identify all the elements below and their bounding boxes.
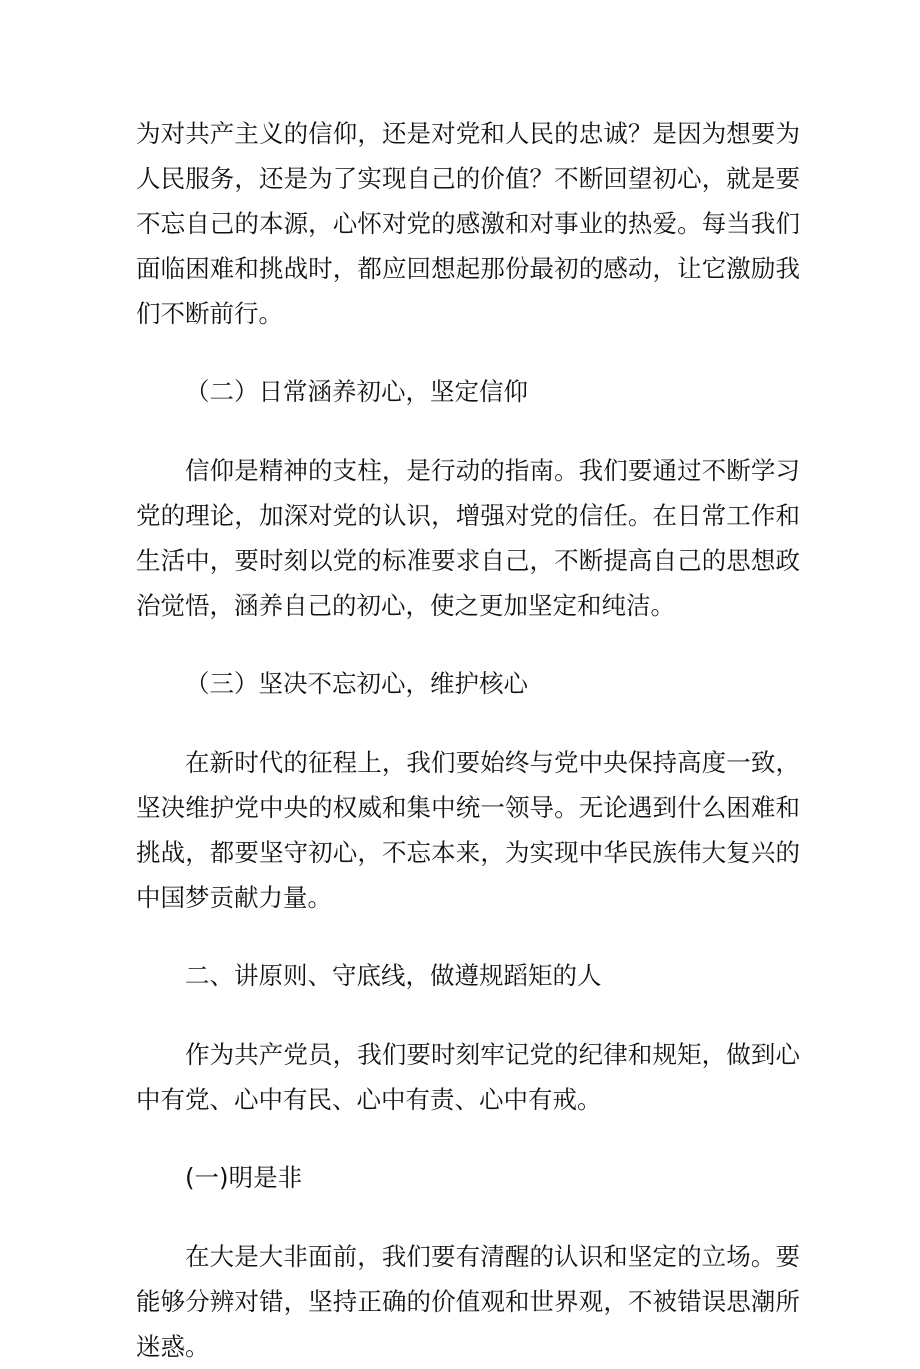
subsection-heading-1: (一)明是非 bbox=[185, 1163, 303, 1192]
chapter-heading-2: 二、讲原则、守底线，做遵规蹈矩的人 bbox=[185, 961, 602, 990]
paragraph-continued-intro: 为对共产主义的信仰，还是对党和人民的忠诚？是因为想要为人民服务，还是为了实现自己的价值？不断回望初心，就是要不忘自己的本源，心怀对党的感激和对事业的热爱。每当我们面临困难和挑战时，都应回想起那份最初的感动，让它激励我们不断前行。 bbox=[136, 119, 800, 328]
paragraph-belief: 信仰是精神的支柱，是行动的指南。我们要通过不断学习党的理论，加深对党的认识，增强对党的信任。在日常工作和生活中，要时刻以党的标准要求自己，不断提高自己的思想政治觉悟，涵养自己的初心，使之更加坚定和纯洁。 bbox=[136, 456, 800, 620]
paragraph-new-era: 在新时代的征程上，我们要始终与党中央保持高度一致，坚决维护党中央的权威和集中统一领导。无论遇到什么困难和挑战，都要坚守初心，不忘本来，为实现中华民族伟大复兴的中国梦贡献力量。 bbox=[136, 748, 800, 912]
section-heading-3: （三）坚决不忘初心，维护核心 bbox=[185, 669, 528, 698]
paragraph-party-member: 作为共产党员，我们要时刻牢记党的纪律和规矩，做到心中有党、心中有民、心中有责、心中有戒。 bbox=[136, 1040, 800, 1114]
section-heading-2: （二）日常涵养初心，坚定信仰 bbox=[185, 377, 528, 406]
paragraph-right-wrong: 在大是大非面前，我们要有清醒的认识和坚定的立场。要能够分辨对错，坚持正确的价值观和世界观，不被错误思潮所迷惑。 bbox=[136, 1242, 800, 1361]
